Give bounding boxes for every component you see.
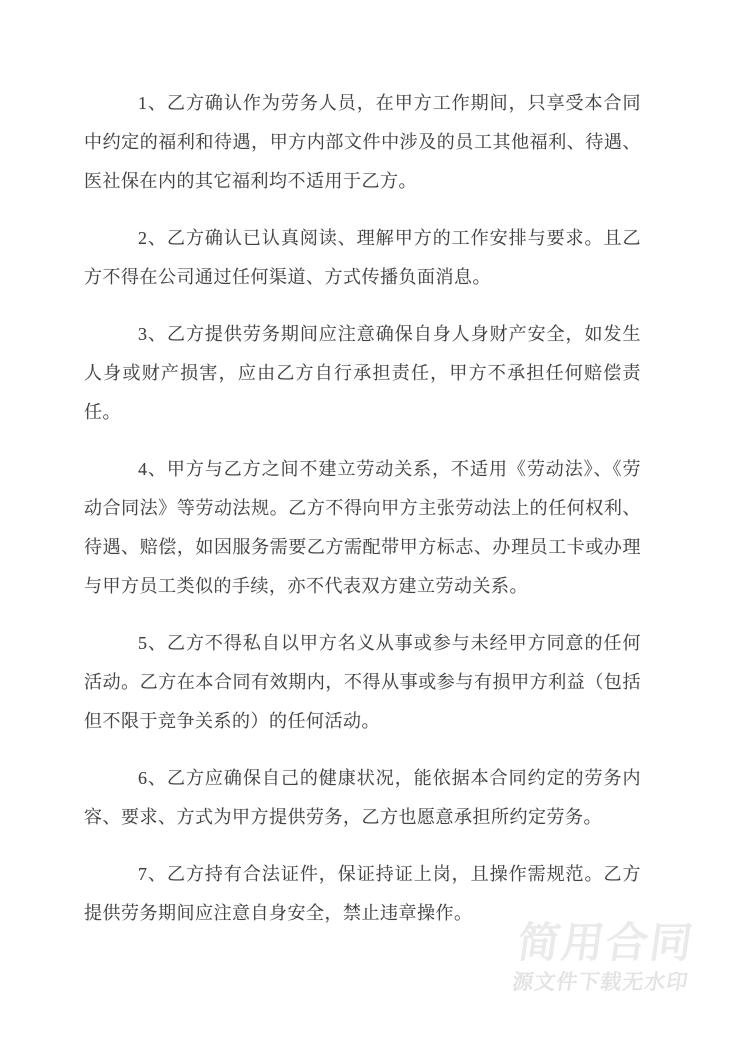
contract-body: [84, 84, 641, 951]
contract-clause-6: 6、乙方应确保自己的健康状况，能依据本合同约定的劳务内容、要求、方式为甲方提供劳务，乙方也愿意承担所约定劳务。: [84, 768, 641, 827]
contract-clause-2: 2、乙方确认已认真阅读、理解甲方的工作安排与要求。且乙方不得在公司通过任何渠道、方式传播负面消息。: [84, 228, 641, 287]
contract-clause-7: 7、乙方持有合法证件，保证持证上岗，且操作需规范。乙方提供劳务期间应注意自身安全，禁止违章操作。: [84, 864, 641, 923]
watermark-title: 简用合同: [514, 919, 698, 966]
watermark-subtitle: 源文件下载无水印: [510, 971, 691, 994]
contract-clause-1: 1、乙方确认作为劳务人员，在甲方工作期间，只享受本合同中约定的福利和待遇，甲方内部文件中涉及的员工其他福利、待遇、医社保在内的其它福利均不适用于乙方。: [84, 93, 641, 191]
contract-clause-5: 5、乙方不得私自以甲方名义从事或参与未经甲方同意的任何活动。乙方在本合同有效期内，不得从事或参与有损甲方利益（包括但不限于竞争关系的）的任何活动。: [84, 633, 641, 731]
contract-clause-4: 4、甲方与乙方之间不建立劳动关系，不适用《劳动法》、《劳动合同法》等劳动法规。乙方不得向甲方主张劳动法上的任何权利、待遇、赔偿，如因服务需要乙方需配带甲方标志、办理员工卡或办理与甲方员工类似的手续，亦不代表双方建立劳动关系。: [84, 459, 641, 596]
contract-clause-3: 3、乙方提供劳务期间应注意确保自身人身财产安全，如发生人身或财产损害，应由乙方自行承担责任，甲方不承担任何赔偿责任。: [84, 324, 641, 422]
